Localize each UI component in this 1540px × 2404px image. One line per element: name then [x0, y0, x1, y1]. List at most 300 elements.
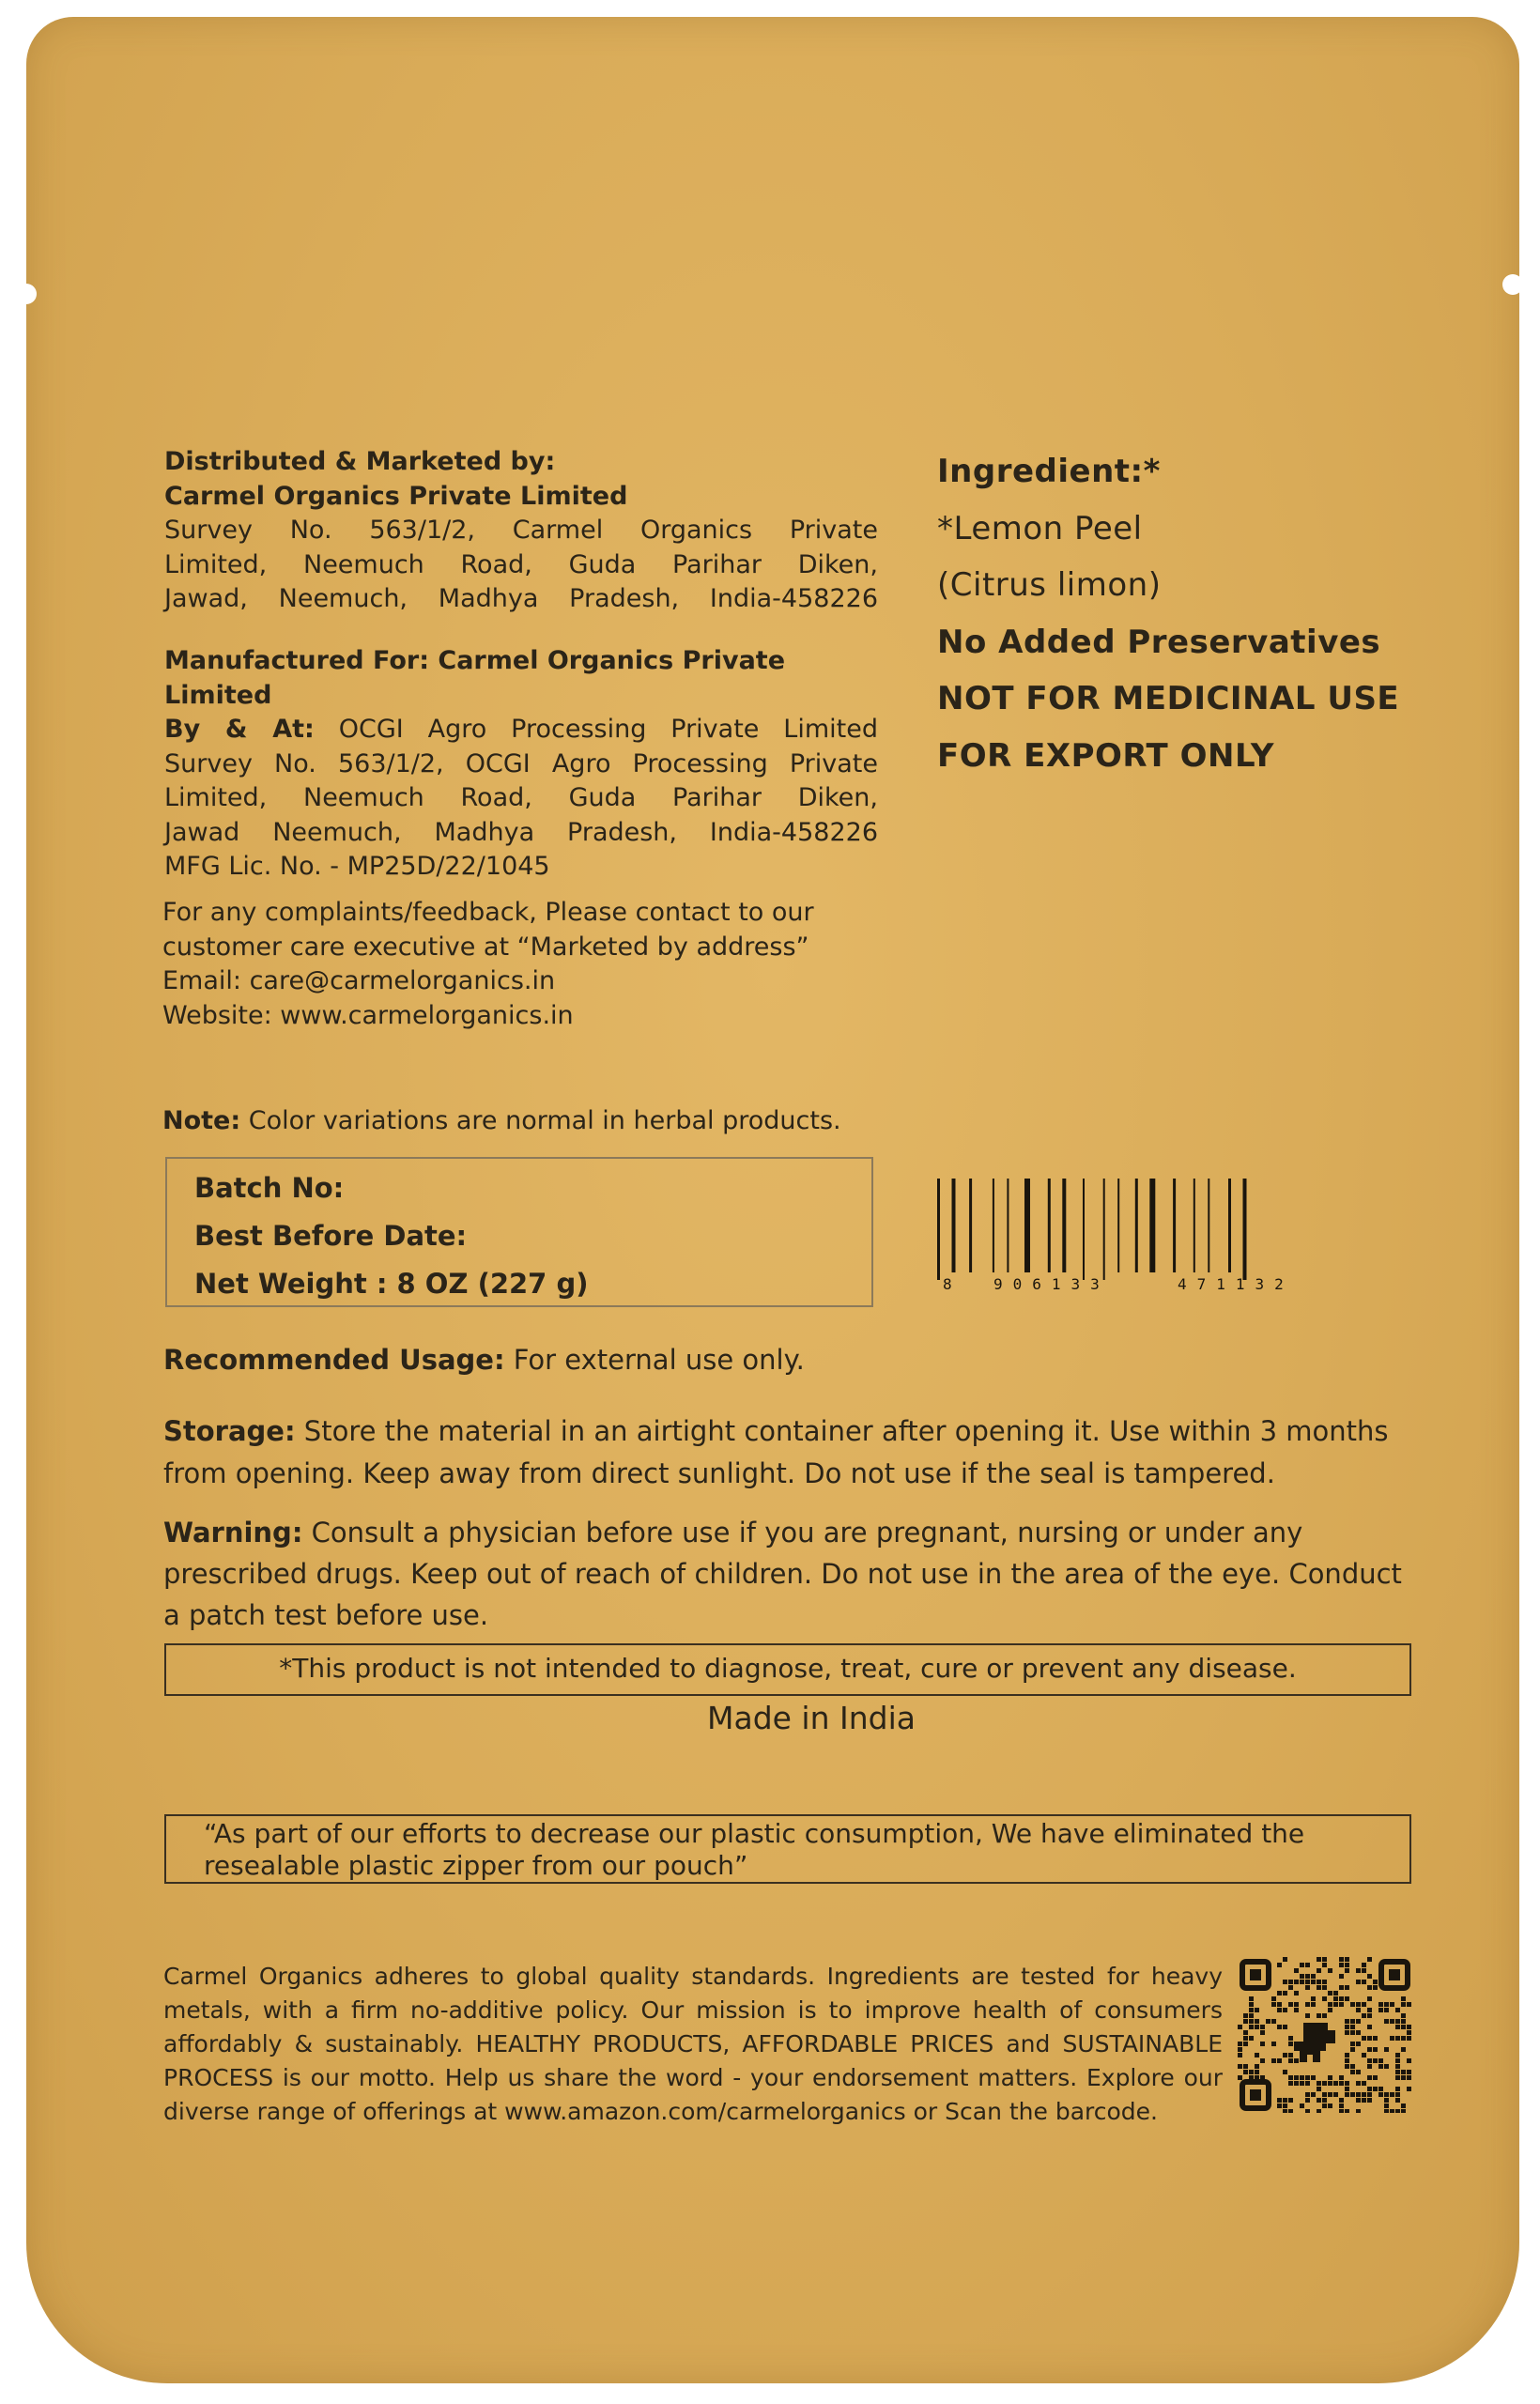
warning-label: Warning: — [163, 1517, 303, 1549]
qr-module — [1283, 2053, 1287, 2057]
storage-text: Store the material in an airtight container after opening it. Use within 3 months from opening. Keep away from direct sunlight. Do not use if the seal is tampered. — [163, 1415, 1389, 1489]
qr-module — [1238, 2025, 1242, 2029]
qr-module — [1390, 2002, 1394, 2007]
qr-module — [1378, 2002, 1383, 2007]
qr-module — [1300, 1980, 1304, 1984]
qr-module — [1401, 1996, 1406, 2001]
qr-module — [1395, 2053, 1400, 2057]
qr-module — [1367, 1996, 1372, 2001]
qr-module — [1384, 2064, 1389, 2069]
qr-module — [1356, 2008, 1361, 2012]
qr-module — [1249, 2036, 1254, 2041]
warning-text: Consult a physician before use if you are pregnant, nursing or under any prescribed drugs. Keep out of reach of children. Do not use in the area of the eye. Conduct a patch test before use. — [163, 1517, 1402, 1631]
barcode-bar — [952, 1179, 956, 1272]
qr-module — [1378, 2058, 1383, 2063]
qr-module — [1311, 2002, 1316, 2007]
qr-module — [1255, 2019, 1259, 2024]
qr-module — [1322, 1963, 1327, 1967]
qr-module — [1260, 2025, 1265, 2029]
qr-module — [1367, 2008, 1372, 2012]
qr-module — [1243, 2042, 1248, 2046]
best-before: Best Before Date: — [194, 1220, 468, 1252]
qr-module — [1271, 2019, 1276, 2024]
qr-module — [1288, 2053, 1293, 2057]
qr-module — [1339, 2075, 1344, 2080]
qr-module — [1288, 2075, 1293, 2080]
qr-module — [1339, 1957, 1344, 1962]
qr-module — [1395, 2092, 1400, 2097]
qr-module — [1283, 1991, 1287, 1996]
qr-module — [1277, 2002, 1282, 2007]
qr-module — [1305, 2013, 1310, 2018]
distributor-address-line: Jawad, Neemuch, Madhya Pradesh, India-458226 — [164, 584, 878, 613]
manufacturer-block — [164, 644, 878, 885]
contact-block — [162, 896, 895, 1033]
barcode-digit-lead: 8 — [943, 1275, 952, 1291]
qr-module — [1407, 2030, 1411, 2035]
qr-module — [1260, 2030, 1265, 2035]
qr-module — [1243, 2070, 1248, 2074]
qr-module — [1255, 2053, 1259, 2057]
qr-module — [1317, 1980, 1321, 1984]
qr-module — [1243, 2019, 1248, 2024]
qr-module — [1288, 2058, 1293, 2063]
batch-box — [165, 1157, 873, 1307]
qr-module — [1311, 1996, 1316, 2001]
barcode-bar — [1062, 1179, 1066, 1272]
qr-module — [1317, 2013, 1321, 2018]
ingredient-item: *Lemon Peel — [937, 509, 1143, 547]
qr-module — [1345, 1957, 1349, 1962]
contact-line: For any complaints/feedback, Please contact to our — [162, 898, 814, 927]
qr-module — [1294, 1980, 1299, 1984]
net-weight: Net Weight : 8 OZ (227 g) — [194, 1268, 589, 1300]
qr-module — [1249, 2002, 1254, 2007]
qr-module — [1333, 1996, 1338, 2001]
qr-module — [1395, 2075, 1400, 2080]
qr-module — [1367, 2036, 1372, 2041]
qr-module — [1407, 2058, 1411, 2063]
qr-module — [1283, 1980, 1287, 1984]
qr-module — [1384, 2008, 1389, 2012]
qr-module — [1356, 2109, 1361, 2113]
qr-module — [1367, 2098, 1372, 2103]
qr-module — [1345, 2109, 1349, 2113]
qr-module — [1249, 1996, 1254, 2001]
qr-module — [1378, 2092, 1383, 2097]
qr-module — [1243, 2030, 1248, 2035]
qr-module — [1311, 2075, 1316, 2080]
qr-module — [1294, 2058, 1299, 2063]
qr-module — [1362, 1968, 1366, 1973]
distributor-address-line: Survey No. 563/1/2, Carmel Organics Private — [164, 516, 878, 545]
qr-module — [1339, 1996, 1344, 2001]
qr-module — [1255, 2008, 1259, 2012]
qr-module — [1401, 2002, 1406, 2007]
qr-module — [1356, 2092, 1361, 2097]
qr-module — [1356, 2030, 1361, 2035]
qr-module — [1317, 2081, 1321, 2086]
qr-module — [1395, 2019, 1400, 2024]
qr-module — [1356, 1968, 1361, 1973]
qr-module — [1367, 2058, 1372, 2063]
qr-module — [1300, 2081, 1304, 2086]
warning — [163, 1512, 1422, 1636]
qr-module — [1277, 2098, 1282, 2103]
qr-module — [1367, 1974, 1372, 1979]
qr-module — [1345, 2087, 1349, 2091]
qr-module — [1277, 2008, 1282, 2012]
note-label: Note: — [162, 1106, 241, 1135]
qr-module — [1328, 2081, 1332, 2086]
qr-module — [1345, 2081, 1349, 2086]
usage-text: For external use only. — [504, 1344, 805, 1376]
qr-module — [1243, 2013, 1248, 2018]
qr-module — [1305, 2109, 1310, 2113]
qr-module — [1384, 2098, 1389, 2103]
qr-module — [1294, 2008, 1299, 2012]
qr-module — [1305, 2075, 1310, 2080]
by-at-value: OCGI Agro Processing Private Limited — [314, 715, 878, 744]
qr-module — [1322, 2081, 1327, 2086]
qr-module — [1277, 2104, 1282, 2108]
footer-text: Carmel Organics adheres to global quality standards. Ingredients are tested for heavy metals, with a firm no-additive policy. Our mission is to improve health of consumers affordably & sustainably. HEALTHY PRODUCTS, AFFORDABLE PRICES and SUSTAINABLE PROCESS is our motto. Help us share the word - your endorsement matters. Explore our diverse range of offerings at www.amazon.com/carmelorganics or Scan the barcode. — [163, 1963, 1223, 2125]
qr-module — [1294, 2002, 1299, 2007]
qr-module — [1401, 2047, 1406, 2052]
usage-label: Recommended Usage: — [163, 1344, 505, 1376]
recommended-usage — [163, 1343, 1422, 1378]
qr-module — [1345, 1968, 1349, 1973]
barcode-digits-left: 906133 — [993, 1275, 1110, 1291]
qr-module — [1356, 2002, 1361, 2007]
qr-module — [1322, 1957, 1327, 1962]
qr-module — [1356, 2019, 1361, 2024]
qr-module — [1339, 1985, 1344, 1990]
contact-email: Email: care@carmelorganics.in — [162, 966, 556, 995]
qr-module — [1362, 1963, 1366, 1967]
qr-module — [1407, 2036, 1411, 2041]
qr-module — [1333, 1991, 1338, 1996]
qr-module — [1395, 2098, 1400, 2103]
qr-module — [1328, 2092, 1332, 2097]
qr-module — [1367, 2092, 1372, 2097]
distributor-address-line: Limited, Neemuch Road, Guda Parihar Diken, — [164, 549, 878, 579]
qr-module — [1294, 2075, 1299, 2080]
qr-module — [1350, 2047, 1355, 2052]
qr-module — [1249, 2013, 1254, 2018]
qr-module — [1373, 2047, 1378, 2052]
medicinal-note: NOT FOR MEDICINAL USE — [937, 680, 1400, 717]
qr-module — [1333, 2002, 1338, 2007]
qr-module — [1350, 2030, 1355, 2035]
qr-module — [1288, 1980, 1293, 1984]
qr-module — [1271, 1996, 1276, 2001]
tear-notch-left — [16, 284, 37, 304]
qr-module — [1345, 2058, 1349, 2063]
qr-module — [1283, 2070, 1287, 2074]
qr-module — [1339, 2109, 1344, 2113]
qr-module — [1322, 1985, 1327, 1990]
qr-module — [1271, 2058, 1276, 2063]
qr-module — [1401, 2025, 1406, 2029]
qr-module — [1384, 2109, 1389, 2113]
qr-module — [1367, 2064, 1372, 2069]
manufacturer-address-line: Limited, Neemuch Road, Guda Parihar Diken, — [164, 783, 878, 812]
qr-module — [1345, 2030, 1349, 2035]
manufactured-for: Manufactured For: Carmel Organics Private Limited — [164, 646, 786, 710]
barcode-bar — [1083, 1179, 1085, 1280]
qr-module — [1373, 1980, 1378, 1984]
qr-module — [1373, 2058, 1378, 2063]
qr-module — [1378, 2087, 1383, 2091]
qr-module — [1277, 1991, 1282, 1996]
qr-module — [1249, 2008, 1254, 2012]
qr-module — [1322, 1996, 1327, 2001]
qr-module — [1407, 2025, 1411, 2029]
disclaimer-box: *This product is not intended to diagnose, treat, cure or prevent any disease. — [164, 1643, 1411, 1696]
qr-module — [1384, 2002, 1389, 2007]
qr-module — [1362, 2098, 1366, 2103]
qr-module — [1305, 2092, 1310, 2097]
contact-line: customer care executive at “Marketed by address” — [162, 932, 809, 962]
preservatives-note: No Added Preservatives — [937, 623, 1381, 661]
barcode-bar — [993, 1179, 994, 1272]
qr-module — [1238, 2047, 1242, 2052]
qr-module — [1345, 1996, 1349, 2001]
export-note: FOR EXPORT ONLY — [937, 736, 1274, 775]
distributor-company: Carmel Organics Private Limited — [164, 481, 628, 511]
qr-module — [1384, 2047, 1389, 2052]
qr-module — [1339, 2098, 1344, 2103]
qr-module — [1373, 2087, 1378, 2091]
qr-module — [1390, 2109, 1394, 2113]
qr-module — [1283, 2098, 1287, 2103]
qr-module — [1339, 1974, 1344, 1979]
qr-module — [1249, 2025, 1254, 2029]
qr-module — [1362, 2002, 1366, 2007]
qr-module — [1305, 2002, 1310, 2007]
qr-module — [1384, 2092, 1389, 2097]
qr-module — [1367, 2013, 1372, 2018]
barcode-bar — [1135, 1179, 1138, 1272]
storage — [163, 1410, 1422, 1495]
distributor-block — [164, 445, 878, 617]
barcode-bar — [1117, 1179, 1119, 1272]
qr-module — [1288, 2042, 1293, 2046]
qr-module — [1395, 2070, 1400, 2074]
qr-module — [1356, 1980, 1361, 1984]
qr-module — [1255, 2025, 1259, 2029]
qr-module — [1317, 2098, 1321, 2103]
qr-module — [1373, 2075, 1378, 2080]
qr-module — [1283, 1957, 1287, 1962]
qr-module — [1300, 2104, 1304, 2108]
qr-module — [1260, 2058, 1265, 2063]
qr-module — [1367, 1985, 1372, 1990]
qr-module — [1260, 2042, 1265, 2046]
qr-module — [1271, 2002, 1276, 2007]
qr-module — [1317, 1957, 1321, 1962]
qr-module — [1317, 2087, 1321, 2091]
qr-module — [1356, 2081, 1361, 2086]
manufacturer-address-line: Survey No. 563/1/2, OCGI Agro Processing Private — [164, 748, 878, 778]
qr-module — [1362, 2081, 1366, 2086]
qr-module — [1350, 2025, 1355, 2029]
made-in-india: Made in India — [707, 1700, 916, 1736]
qr-code-icon[interactable] — [1238, 1957, 1412, 2113]
qr-module — [1311, 2092, 1316, 2097]
qr-module — [1328, 2008, 1332, 2012]
by-at-label: By & At: — [164, 715, 315, 744]
tear-notch-right — [1502, 274, 1523, 295]
qr-module — [1390, 2092, 1394, 2097]
qr-module — [1305, 1963, 1310, 1967]
qr-module — [1333, 2081, 1338, 2086]
qr-module — [1395, 2036, 1400, 2041]
qr-module — [1339, 1963, 1344, 1967]
qr-module — [1362, 2092, 1366, 2097]
barcode — [937, 1179, 1360, 1291]
contact-website: Website: www.carmelorganics.in — [162, 1000, 574, 1030]
qr-module — [1401, 2075, 1406, 2080]
qr-module — [1249, 2019, 1254, 2024]
qr-module — [1401, 2019, 1406, 2024]
qr-module — [1373, 2036, 1378, 2041]
qr-module — [1367, 2087, 1372, 2091]
manufacturer-address-line: Jawad Neemuch, Madhya Pradesh, India-458226 — [164, 817, 878, 847]
qr-module — [1271, 2042, 1276, 2046]
barcode-digits-right: 471132 — [1178, 1275, 1294, 1291]
qr-module — [1288, 2002, 1293, 2007]
qr-module — [1345, 2064, 1349, 2069]
barcode-bar — [1103, 1179, 1105, 1280]
qr-module — [1345, 1963, 1349, 1967]
qr-module — [1367, 2025, 1372, 2029]
barcode-bar — [1194, 1179, 1195, 1272]
qr-module — [1288, 1985, 1293, 1990]
qr-module — [1356, 2098, 1361, 2103]
qr-module — [1300, 1963, 1304, 1967]
qr-module — [1367, 1957, 1372, 1962]
ingredient-heading: Ingredient:* — [937, 453, 1161, 490]
qr-module — [1350, 2002, 1355, 2007]
qr-module — [1294, 1991, 1299, 1996]
qr-module — [1317, 1968, 1321, 1973]
qr-module — [1277, 2058, 1282, 2063]
barcode-bar — [937, 1179, 940, 1280]
qr-module — [1362, 2036, 1366, 2041]
qr-module — [1350, 2064, 1355, 2069]
qr-module — [1345, 2053, 1349, 2057]
qr-module — [1395, 2008, 1400, 2012]
qr-module — [1407, 2070, 1411, 2074]
ingredient-botanical: (Citrus limon) — [937, 566, 1162, 604]
qr-module — [1401, 2109, 1406, 2113]
qr-module — [1288, 2109, 1293, 2113]
qr-module — [1277, 2025, 1282, 2029]
qr-module — [1395, 2064, 1400, 2069]
barcode-bar — [969, 1179, 972, 1272]
qr-module — [1339, 2104, 1344, 2108]
qr-module — [1283, 2025, 1287, 2029]
qr-module — [1328, 2002, 1332, 2007]
qr-module — [1322, 2098, 1327, 2103]
qr-module — [1350, 2070, 1355, 2074]
qr-module — [1283, 2104, 1287, 2108]
qr-module — [1305, 1985, 1310, 1990]
note — [162, 1104, 914, 1139]
qr-module — [1300, 1974, 1304, 1979]
qr-module — [1345, 2019, 1349, 2024]
qr-module — [1317, 2109, 1321, 2113]
qr-module — [1367, 2075, 1372, 2080]
qr-module — [1294, 1968, 1299, 1973]
qr-module — [1339, 2081, 1344, 2086]
qr-module — [1255, 2070, 1259, 2074]
qr-module — [1345, 1985, 1349, 1990]
qr-module — [1378, 2064, 1383, 2069]
qr-module — [1311, 1980, 1316, 1984]
qr-module — [1345, 2025, 1349, 2029]
qr-module — [1384, 2104, 1389, 2108]
qr-module — [1401, 2036, 1406, 2041]
storage-label: Storage: — [163, 1415, 296, 1447]
qr-module — [1328, 1991, 1332, 1996]
qr-module — [1350, 2042, 1355, 2046]
qr-module — [1401, 2070, 1406, 2074]
qr-module — [1401, 2104, 1406, 2108]
qr-module — [1328, 2075, 1332, 2080]
qr-module — [1311, 1974, 1316, 1979]
qr-module — [1395, 2025, 1400, 2029]
note-text: Color variations are normal in herbal products. — [240, 1106, 841, 1135]
qr-module — [1277, 1963, 1282, 1967]
batch-no: Batch No: — [194, 1172, 345, 1204]
qr-module — [1356, 2042, 1361, 2046]
plastic-quote-box: “As part of our efforts to decrease our plastic consumption, We have eliminated the resealable plastic zipper from our pouch” — [164, 1814, 1411, 1884]
distributor-heading: Distributed & Marketed by: — [164, 447, 556, 476]
qr-module — [1373, 1985, 1378, 1990]
mfg-licence: MFG Lic. No. - MP25D/22/1045 — [164, 852, 550, 881]
qr-module — [1322, 2092, 1327, 2097]
barcode-bar — [1007, 1179, 1009, 1272]
qr-module — [1350, 2092, 1355, 2097]
qr-module — [1243, 2064, 1248, 2069]
qr-module — [1390, 2019, 1394, 2024]
ingredients-block — [937, 443, 1463, 784]
qr-module — [1362, 2053, 1366, 2057]
dinosaur-icon — [1294, 2023, 1335, 2062]
qr-module — [1345, 2092, 1349, 2097]
qr-module — [1305, 1974, 1310, 1979]
qr-module — [1283, 2109, 1287, 2113]
qr-module — [1288, 2098, 1293, 2103]
barcode-bar — [1228, 1179, 1231, 1272]
qr-module — [1238, 2053, 1242, 2057]
qr-module — [1305, 1980, 1310, 1984]
barcode-bar — [1048, 1179, 1051, 1272]
qr-module — [1266, 2019, 1270, 2024]
qr-module — [1395, 2058, 1400, 2063]
qr-module — [1367, 2047, 1372, 2052]
qr-module — [1249, 2070, 1254, 2074]
qr-module — [1238, 2042, 1242, 2046]
qr-module — [1378, 2008, 1383, 2012]
qr-module — [1294, 2081, 1299, 2086]
barcode-bar — [1149, 1179, 1155, 1272]
qr-module — [1350, 2019, 1355, 2024]
qr-module — [1384, 2019, 1389, 2024]
